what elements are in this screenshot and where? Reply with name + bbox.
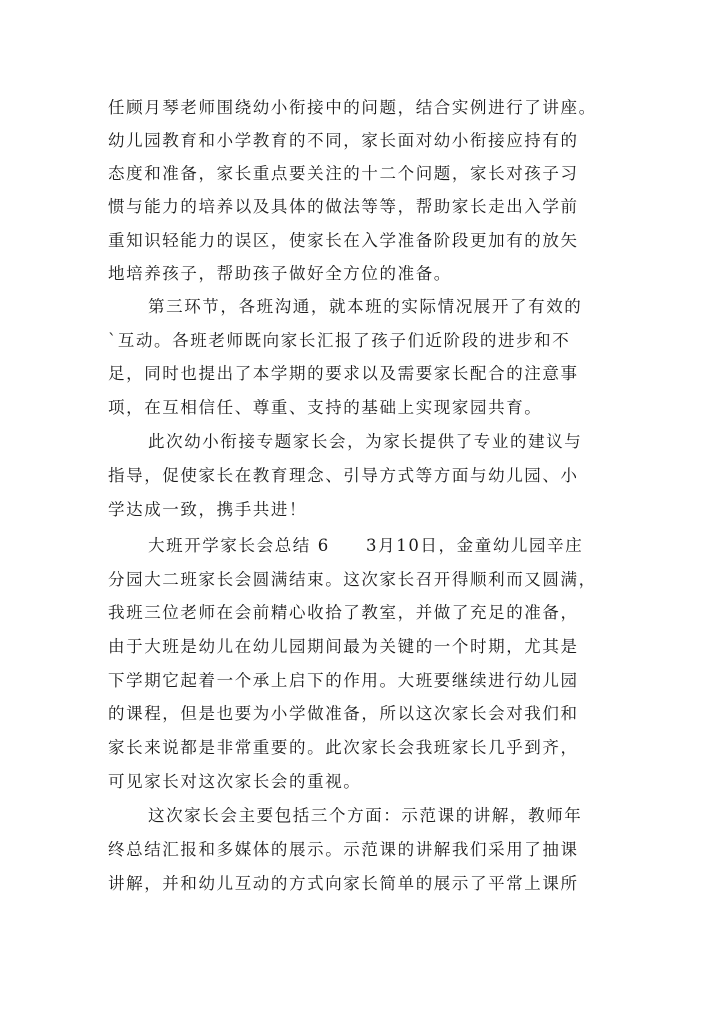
text-line: 此次幼小衔接专题家长会，为家长提供了专业的建议与 [148, 432, 583, 451]
text-line: 的课程，但是也要为小学做准备，所以这次家长会对我们和 [108, 704, 579, 723]
text-line: 指导，促使家长在教育理念、引导方式等方面与幼儿园、小 [108, 466, 579, 485]
text-line: 家长来说都是非常重要的。此次家长会我班家长几乎到齐， [108, 738, 579, 757]
text-line: 讲解，并和幼儿互动的方式向家长简单的展示了平常上课所 [108, 874, 579, 893]
text-line: `互动。各班老师既向家长汇报了孩子们近阶段的进步和不 [108, 331, 571, 350]
text-line: 这次家长会主要包括三个方面：示范课的讲解，教师年 [148, 806, 583, 825]
text-line: 重知识轻能力的误区，使家长在入学准备阶段更加有的放矢 [108, 231, 579, 250]
text-line: 我班三位老师在会前精心收拾了教室，并做了充足的准备， [108, 603, 579, 622]
text-line: 学达成一致，携手共进！ [108, 500, 308, 519]
text-line: 由于大班是幼儿在幼儿园期间最为关键的一个时期，尤其是 [108, 637, 579, 656]
text-line: 第三环节，各班沟通，就本班的实际情况展开了有效的 [148, 297, 583, 316]
text-line: 可见家长对这次家长会的重视。 [108, 772, 362, 791]
text-line: 大班开学家长会总结 6 3月10日，金童幼儿园辛庄 [148, 536, 584, 555]
text-line: 惯与能力的培养以及具体的做法等等，帮助家长走出入学前 [108, 197, 579, 216]
text-line: 幼儿园教育和小学教育的不同，家长面对幼小衔接应持有的 [108, 131, 579, 150]
text-line: 态度和准备，家长重点要关注的十二个问题，家长对孩子习 [108, 164, 579, 183]
text-line: 任顾月琴老师围绕幼小衔接中的问题，结合实例进行了讲座。 [108, 98, 597, 117]
text-line: 终总结汇报和多媒体的展示。示范课的讲解我们采用了抽课 [108, 840, 579, 859]
text-line: 足，同时也提出了本学期的要求以及需要家长配合的注意事 [108, 364, 579, 383]
text-line: 下学期它起着一个承上启下的作用。大班要继续进行幼儿园 [108, 671, 579, 690]
text-line: 项，在互相信任、尊重、支持的基础上实现家园共育。 [108, 398, 543, 417]
text-line: 地培养孩子，帮助孩子做好全方位的准备。 [108, 264, 452, 283]
text-line: 分园大二班家长会圆满结束。这次家长召开得顺利而又圆满， [108, 570, 597, 589]
